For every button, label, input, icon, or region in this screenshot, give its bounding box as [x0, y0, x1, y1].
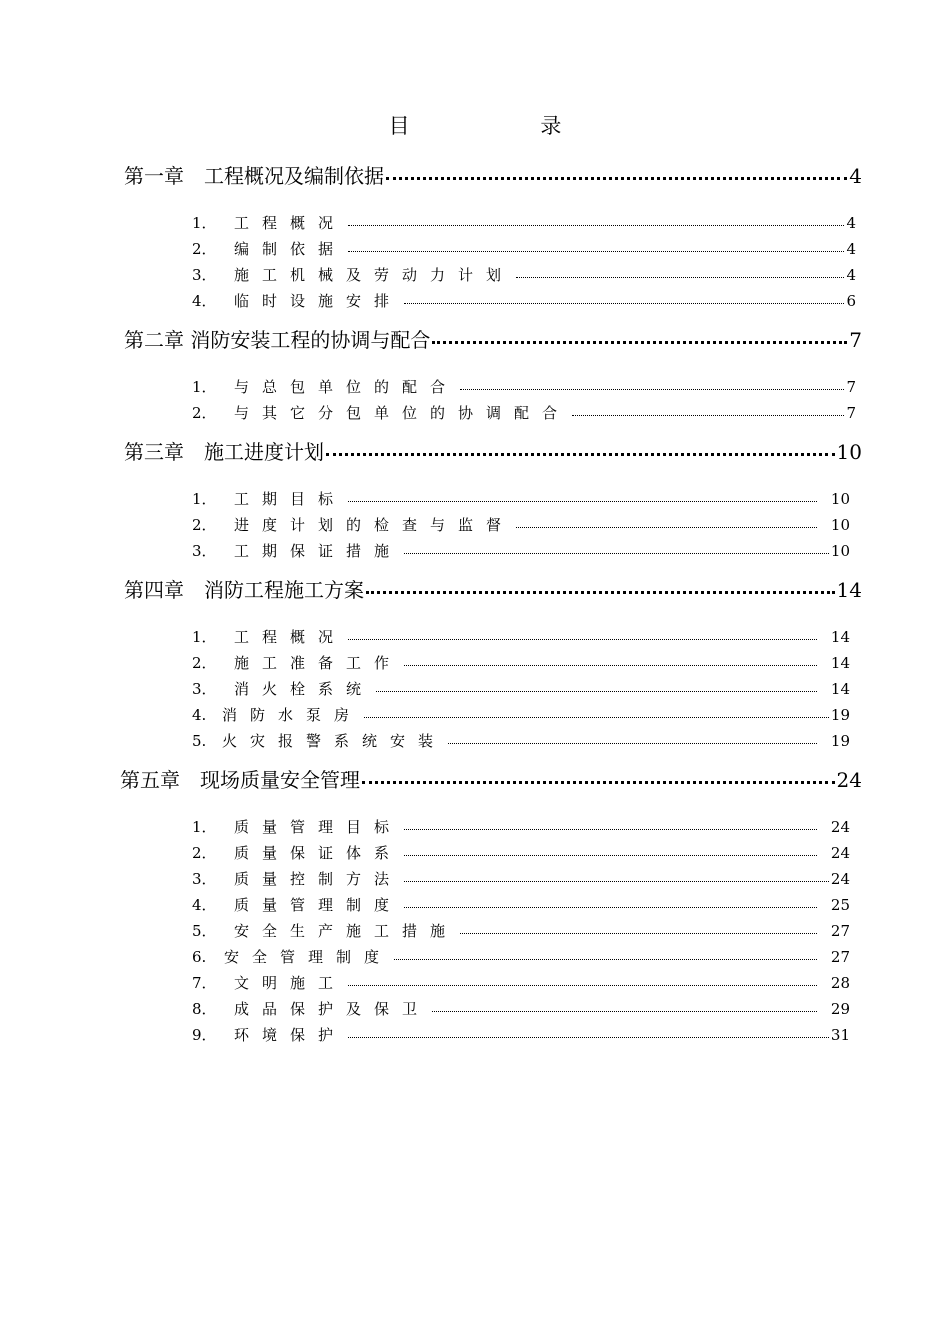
toc-section-5-4[interactable] [192, 894, 850, 916]
section-number: 2． [192, 516, 217, 534]
section-page-number: 14 [830, 680, 850, 698]
dot-leader [404, 653, 817, 668]
section-page-number: 10 [830, 542, 850, 560]
section-page-number: 24 [830, 818, 850, 836]
toc-section-2-1[interactable] [192, 376, 856, 398]
dot-leader [394, 947, 817, 962]
section-number: 2． [192, 654, 217, 672]
section-number: 1． [192, 214, 217, 232]
section-page-number: 25 [830, 896, 850, 914]
section-label: 与总包单位的配合 [234, 378, 459, 396]
section-label: 文明施工 [234, 974, 347, 992]
dot-leader [404, 843, 817, 858]
toc-chapter-4[interactable] [124, 574, 862, 602]
toc-section-1-4[interactable] [192, 290, 856, 312]
section-page-number: 7 [846, 378, 856, 396]
section-number: 2． [192, 240, 217, 258]
toc-chapter-5[interactable] [120, 764, 862, 792]
toc-section-4-3[interactable] [192, 678, 850, 700]
toc-section-5-7[interactable] [192, 972, 850, 994]
section-number: 1． [192, 490, 217, 508]
section-page-number: 24 [830, 870, 850, 888]
section-number: 4. [192, 706, 207, 724]
section-page-number: 27 [830, 948, 850, 966]
chapter-page-number: 4 [849, 164, 862, 188]
dot-leader [364, 705, 829, 720]
dot-leader [404, 869, 829, 884]
section-page-number: 14 [830, 654, 850, 672]
chapter-page-number: 10 [836, 440, 862, 464]
toc-chapter-2[interactable] [124, 324, 862, 352]
section-number: 9． [192, 1026, 217, 1044]
toc-chapter-3[interactable] [124, 436, 862, 464]
toc-section-3-3[interactable] [192, 540, 850, 562]
section-page-number: 7 [846, 404, 856, 422]
toc-chapter-1[interactable] [124, 160, 862, 188]
section-number: 4． [192, 896, 217, 914]
section-page-number: 4 [846, 266, 856, 284]
section-label: 安全管理制度 [224, 948, 393, 966]
section-page-number: 10 [830, 516, 850, 534]
section-page-number: 28 [830, 974, 850, 992]
toc-section-4-4[interactable] [192, 704, 850, 726]
section-label: 消火栓系统 [234, 680, 375, 698]
section-page-number: 10 [830, 490, 850, 508]
section-label: 质量管理目标 [234, 818, 403, 836]
section-label: 编制依据 [234, 240, 347, 258]
section-page-number: 19 [830, 706, 850, 724]
toc-section-3-2[interactable] [192, 514, 850, 536]
dot-leader [572, 403, 844, 418]
section-label: 消防水泵房 [222, 706, 363, 724]
section-number: 1． [192, 378, 217, 396]
dot-leader [460, 377, 844, 392]
toc-section-4-5[interactable] [192, 730, 850, 752]
section-label: 与其它分包单位的协调配合 [234, 404, 571, 422]
toc-section-1-2[interactable] [192, 238, 856, 260]
section-number: 2． [192, 844, 217, 862]
dot-leader [404, 291, 844, 306]
section-number: 3． [192, 870, 217, 888]
toc-section-4-2[interactable] [192, 652, 850, 674]
section-number: 5． [192, 922, 217, 940]
dot-leader [366, 577, 835, 597]
toc-title [0, 110, 950, 140]
toc-section-4-1[interactable] [192, 626, 850, 648]
toc-section-5-5[interactable] [192, 920, 850, 942]
dot-leader [404, 541, 829, 556]
section-page-number: 31 [830, 1026, 850, 1044]
toc-section-5-6[interactable] [192, 946, 850, 968]
section-label: 火灾报警系统安装 [222, 732, 447, 750]
dot-leader [326, 439, 835, 459]
dot-leader [348, 213, 844, 228]
dot-leader [432, 999, 817, 1014]
chapter-page-number: 14 [836, 578, 862, 602]
section-number: 2． [192, 404, 217, 422]
section-label: 进度计划的检查与监督 [234, 516, 515, 534]
section-number: 7． [192, 974, 217, 992]
section-label: 工期保证措施 [234, 542, 403, 560]
section-label: 施工机械及劳动力计划 [234, 266, 515, 284]
section-label: 质量控制方法 [234, 870, 403, 888]
section-page-number: 19 [830, 732, 850, 750]
toc-section-2-2[interactable] [192, 402, 856, 424]
section-label: 质量管理制度 [234, 896, 403, 914]
toc-section-5-3[interactable] [192, 868, 850, 890]
dot-leader [348, 973, 817, 988]
dot-leader [404, 895, 817, 910]
toc-section-5-9[interactable] [192, 1024, 850, 1046]
section-page-number: 6 [846, 292, 856, 310]
section-page-number: 27 [830, 922, 850, 940]
toc-section-3-1[interactable] [192, 488, 850, 510]
dot-leader [432, 327, 847, 347]
section-label: 安全生产施工措施 [234, 922, 459, 940]
section-page-number: 4 [846, 240, 856, 258]
dot-leader [348, 239, 844, 254]
section-number: 1． [192, 818, 217, 836]
toc-section-5-8[interactable] [192, 998, 850, 1020]
section-label: 质量保证体系 [234, 844, 403, 862]
section-label: 工期目标 [234, 490, 347, 508]
section-number: 3． [192, 266, 217, 284]
section-label: 临时设施安排 [234, 292, 403, 310]
chapter-label: 第五章 现场质量安全管理 [120, 768, 360, 792]
chapter-label: 第四章 消防工程施工方案 [124, 578, 364, 602]
dot-leader [448, 731, 817, 746]
section-label: 环境保护 [234, 1026, 347, 1044]
dot-leader [386, 163, 847, 183]
dot-leader [348, 627, 817, 642]
dot-leader [348, 489, 817, 504]
section-page-number: 24 [830, 844, 850, 862]
section-page-number: 14 [830, 628, 850, 646]
chapter-label: 第二章 消防安装工程的协调与配合 [124, 328, 431, 352]
section-page-number: 29 [830, 1000, 850, 1018]
section-page-number: 4 [846, 214, 856, 232]
toc-section-1-1[interactable] [192, 212, 856, 234]
chapter-page-number: 24 [836, 768, 862, 792]
chapter-label: 第一章 工程概况及编制依据 [124, 164, 384, 188]
dot-leader [516, 515, 817, 530]
toc-section-5-1[interactable] [192, 816, 850, 838]
section-label: 工程概况 [234, 628, 347, 646]
dot-leader [376, 679, 817, 694]
toc-section-1-3[interactable] [192, 264, 856, 286]
section-label: 施工准备工作 [234, 654, 403, 672]
section-label: 工程概况 [234, 214, 347, 232]
toc-section-5-2[interactable] [192, 842, 850, 864]
chapter-page-number: 7 [849, 328, 862, 352]
section-number: 1． [192, 628, 217, 646]
section-number: 3． [192, 542, 217, 560]
section-number: 5. [192, 732, 207, 750]
dot-leader [362, 767, 835, 787]
section-label: 成品保护及保卫 [234, 1000, 431, 1018]
section-number: 8． [192, 1000, 217, 1018]
toc-title-text: 目 录 [388, 114, 624, 138]
chapter-label: 第三章 施工进度计划 [124, 440, 324, 464]
dot-leader [404, 817, 817, 832]
section-number: 3． [192, 680, 217, 698]
dot-leader [348, 1025, 829, 1040]
section-number: 6. [192, 948, 207, 966]
dot-leader [516, 265, 844, 280]
section-number: 4． [192, 292, 217, 310]
dot-leader [460, 921, 817, 936]
